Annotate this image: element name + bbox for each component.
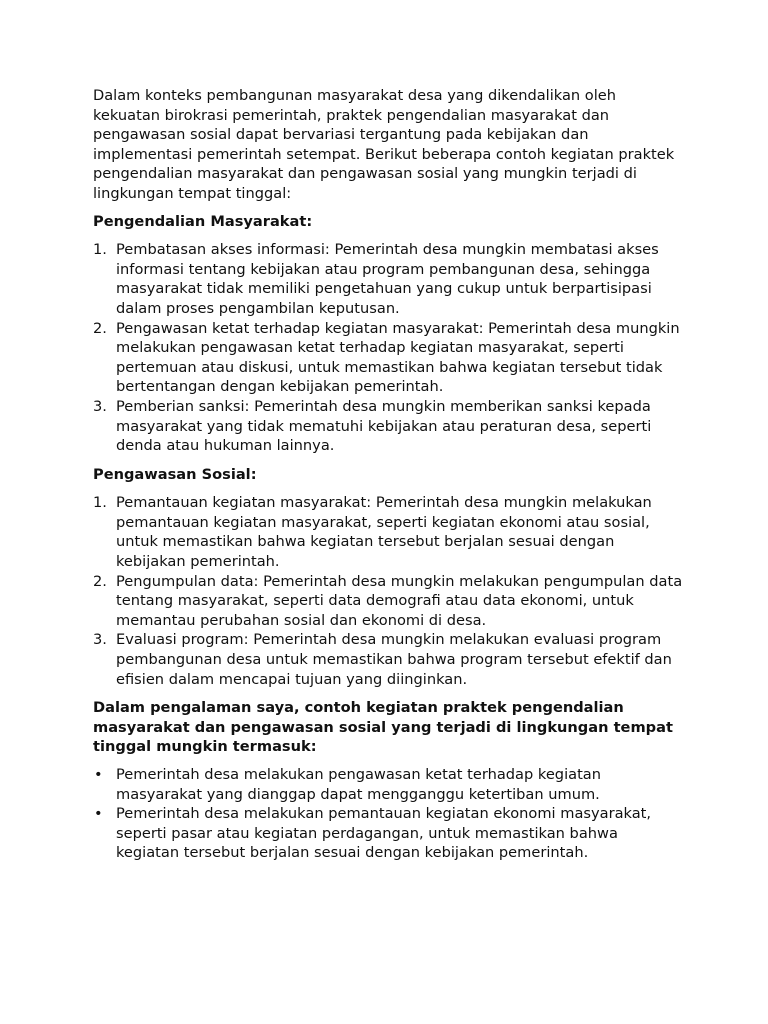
list-item [93,240,683,318]
section-heading-pengalaman: Dalam pengalaman saya, contoh kegiatan praktek pengendalian masyarakat dan pengawasan sosial yang terjadi di lingkungan tempat tinggal mungkin termasuk: [93,699,673,756]
document-page [93,86,683,863]
list-number: 2. [93,572,107,590]
section-heading-pengawasan: Pengawasan Sosial: [93,465,257,483]
list-item-text: Evaluasi program: Pemerintah desa mungkin melakukan evaluasi program pembangunan desa untuk memastikan bahwa program tersebut efektif dan efisien dalam mencapai tujuan yang diinginkan. [116,631,672,688]
numbered-list-pengawasan [93,493,683,689]
list-item [93,765,683,804]
numbered-list-pengendalian [93,240,683,456]
list-item [93,397,683,456]
list-item-text: Pemerintah desa melakukan pengawasan ketat terhadap kegiatan masyarakat yang dianggap dapat mengganggu ketertiban umum. [116,766,601,803]
list-number: 1. [93,241,107,259]
intro-paragraph: Dalam konteks pembangunan masyarakat desa yang dikendalikan oleh kekuatan birokrasi pemerintah, praktek pengendalian masyarakat dan pengawasan sosial dapat bervariasi tergantung pada kebijakan dan implementasi pemerintah setempat. Berikut beberapa contoh kegiatan praktek pengendalian masyarakat dan pengawasan sosial yang mungkin terjadi di lingkungan tempat tinggal: [93,87,675,202]
list-item-text: Pemerintah desa melakukan pemantauan kegiatan ekonomi masyarakat, seperti pasar atau kegiatan perdagangan, untuk memastikan bahwa kegiatan tersebut berjalan sesuai dengan kebijakan pemerintah. [116,805,652,862]
list-item-text: Pengumpulan data: Pemerintah desa mungkin melakukan pengumpulan data tentang masyarakat, seperti data demografi atau data ekonomi, untuk memantau perubahan sosial dan ekonomi di desa. [116,572,683,629]
list-number: 1. [93,494,107,512]
list-item-text: Pemantauan kegiatan masyarakat: Pemerintah desa mungkin melakukan pemantauan kegiatan masyarakat, seperti kegiatan ekonomi atau sosial, untuk memastikan bahwa kegiatan tersebut berjalan sesuai dengan kebijakan pemerintah. [116,494,652,571]
list-number: 3. [93,631,107,649]
bullet-icon: • [94,805,103,823]
list-item [93,630,683,689]
section-heading-pengendalian: Pengendalian Masyarakat: [93,212,313,230]
list-item-text: Pengawasan ketat terhadap kegiatan masyarakat: Pemerintah desa mungkin melakukan pengawasan ketat terhadap kegiatan masyarakat, seperti pertemuan atau diskusi, untuk memastikan bahwa kegiatan tersebut tidak bertentangan dengan kebijakan pemerintah. [116,319,680,396]
list-item-text: Pembatasan akses informasi: Pemerintah desa mungkin membatasi akses informasi tentang kebijakan atau program pembangunan desa, sehingga masyarakat tidak memiliki pengetahuan yang cukup untuk berpartisipasi dalam proses pengambilan keputusan. [116,241,659,317]
bullet-icon: • [94,766,103,783]
list-number: 3. [93,397,107,415]
list-item [93,493,683,571]
list-number: 2. [93,319,107,337]
list-item [93,804,683,863]
list-item [93,572,683,631]
bullet-list-pengalaman [93,765,683,863]
list-item-text: Pemberian sanksi: Pemerintah desa mungkin memberikan sanksi kepada masyarakat yang tidak mematuhi kebijakan atau peraturan desa, seperti denda atau hukuman lainnya. [116,397,652,455]
list-item [93,319,683,397]
